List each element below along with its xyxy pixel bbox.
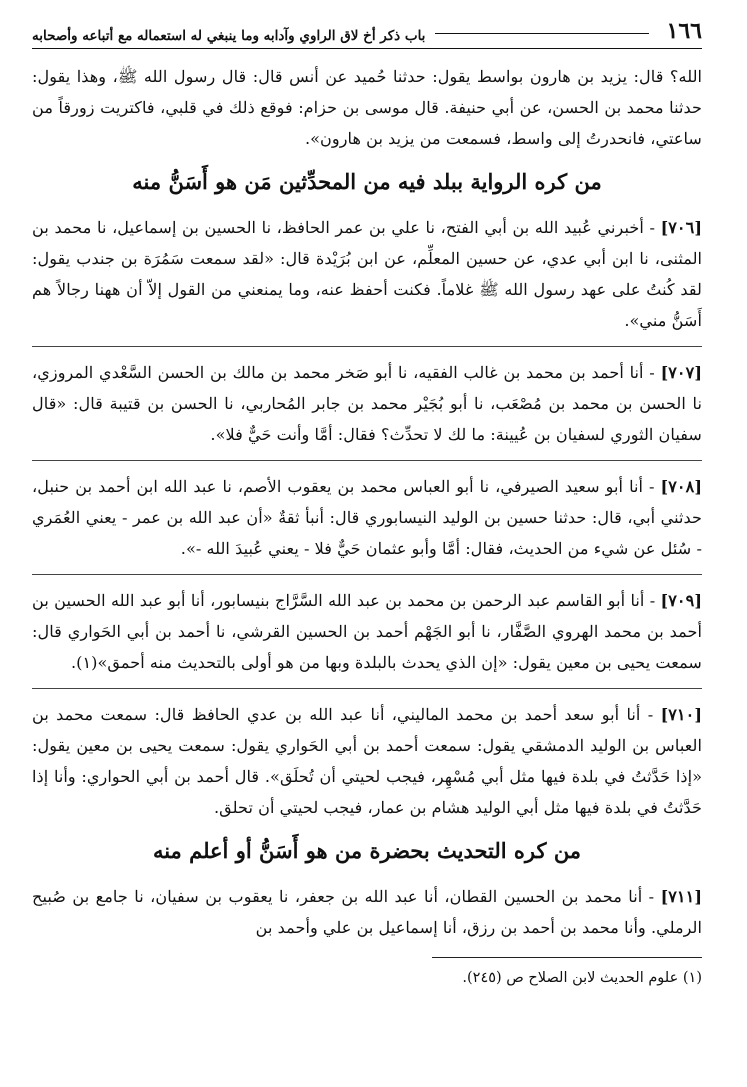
section-heading: من كره التحديث بحضرة من هو أَسَنُّ أو أعلم منه xyxy=(152,838,582,863)
header-rule xyxy=(435,21,648,34)
hadith-entry xyxy=(32,881,702,943)
entry-divider xyxy=(32,346,702,347)
entry-divider xyxy=(32,688,702,689)
hadith-entry xyxy=(32,471,702,564)
entry-text: - أنا أبو سعد أحمد بن محمد الماليني، أنا عبد الله بن عدي الحافظ قال: سمعت محمد بن العباس بن الوليد الدمشقي يقول: سمعت أحمد بن أبي الحَواري يقول: سمعت يحيى بن معين يقول: «إذا حَدَّثتُ في بلدة فيها مثل أبي مُسْهِر، فيجب لحيتي أن تُحلَق». قال أحمد بن أبي الحواري: وأنا إذا حَدَّثتُ في بلدة فيها مثل أبي الوليد هشام بن عمار، فيجب لحيتي أن تحلق. xyxy=(32,705,702,817)
entry-text: - أنا أبو سعيد الصيرفي، نا أبو العباس محمد بن يعقوب الأصم، نا عبد الله ابن أحمد بن حنبل، حدثني أبي، قال: حدثنا حسين بن الوليد النيسابوري قال: أنبأ ثقةٌ «أن عبد الله بن عمر - يعني العُمَري - سُئل عن شيء من الحديث، فقال: أمَّا وأبو عثمان حَيٌّ فلا - يعني عُبيدَ الله -». xyxy=(32,477,702,558)
entry-number: [٧١٠] xyxy=(660,705,702,724)
entry-text: - أخبرني عُبيد الله بن أبي الفتح، نا علي بن عمر الحافظ، نا الحسين بن إسماعيل، نا محمد بن المثنى، نا ابن أبي عدي، عن حسين المعلِّم، عن ابن بُرَيْدة قال: «لقد سمعت سَمُرَة بن جندب يقول: لقد كُنتُ على عهد رسول الله ﷺ غلاماً. فكنت أحفظ عنه، وما يمنعني من القول إلاّ أن ههنا رجالاً هم أَسَنُّ مني». xyxy=(32,218,702,330)
book-page xyxy=(32,10,702,990)
hadith-entry xyxy=(32,212,702,336)
entry-number: [٧٠٧] xyxy=(660,363,702,382)
footnote-rule xyxy=(432,957,702,958)
entry-text: - أنا محمد بن الحسين القطان، أنا عبد الله بن جعفر، نا يعقوب بن سفيان، نا جامع بن صُبيح الرملي. وأنا محمد بن أحمد بن رزق، أنا إسماعيل بن علي وأحمد بن xyxy=(32,887,702,937)
hadith-entry xyxy=(32,699,702,823)
footnote: (١) علوم الحديث لابن الصلاح ص (٢٤٥). xyxy=(462,970,702,986)
hadith-entry xyxy=(32,357,702,450)
hadith-entry xyxy=(32,585,702,678)
section-heading: من كره الرواية ببلد فيه من المحدِّثين مَن هو أَسَنُّ منه xyxy=(132,169,602,194)
entry-number: [٧٠٨] xyxy=(660,477,702,496)
page-header xyxy=(32,10,702,44)
page-number: ١٦٦ xyxy=(666,18,702,44)
running-title: باب ذكر أخ لاق الراوي وآدابه وما ينبغي له استعماله مع أتباعه وأصحابه xyxy=(32,28,426,44)
entry-number: [٧٠٩] xyxy=(660,591,702,610)
entry-number: [٧١١] xyxy=(660,887,702,906)
intro-paragraph: الله؟ قال: يزيد بن هارون بواسط يقول: حدثنا حُميد عن أنس قال: قال رسول الله ﷺ، وهذا يقول: حدثنا محمد بن الحسن، عن أبي حنيفة. قال موسى بن حزام: فوقع ذلك في قلبي، فاكتريت زورقاً من ساعتي، فانحدرتُ إلى واسط، فسمعت من يزيد بن هارون». xyxy=(32,67,702,148)
entry-number: [٧٠٦] xyxy=(660,218,702,237)
header-underline xyxy=(32,48,702,49)
entry-divider xyxy=(32,460,702,461)
entry-text: - أنا أحمد بن محمد بن غالب الفقيه، نا أبو صَخر محمد بن مالك بن الحسن السَّعْدي المروزي، نا الحسن بن محمد بن مُصْعَب، نا أبو بُجَيْر محمد بن جابر المُحاربي، نا الحسن بن قتيبة قال: «قال سفيان الثوري لسفيان بن عُيينة: ما لك لا تحدِّث؟ فقال: أمَّا وأنت حَيٌّ فلا». xyxy=(32,363,702,444)
entry-divider xyxy=(32,574,702,575)
entry-text: - أنا أبو القاسم عبد الرحمن بن محمد بن عبد الله السَّرَّاج بنيسابور، أنا أبو عبد الله الحسين بن أحمد بن محمد الهروي الصَّفَّار، نا أبو الجَهْم أحمد بن الحسين القرشي، نا أحمد بن أبي الحَواري قال: سمعت يحيى بن معين يقول: «إن الذي يحدث بالبلدة وبها من هو أولى بالتحديث منه أحمق»(١). xyxy=(32,591,702,672)
